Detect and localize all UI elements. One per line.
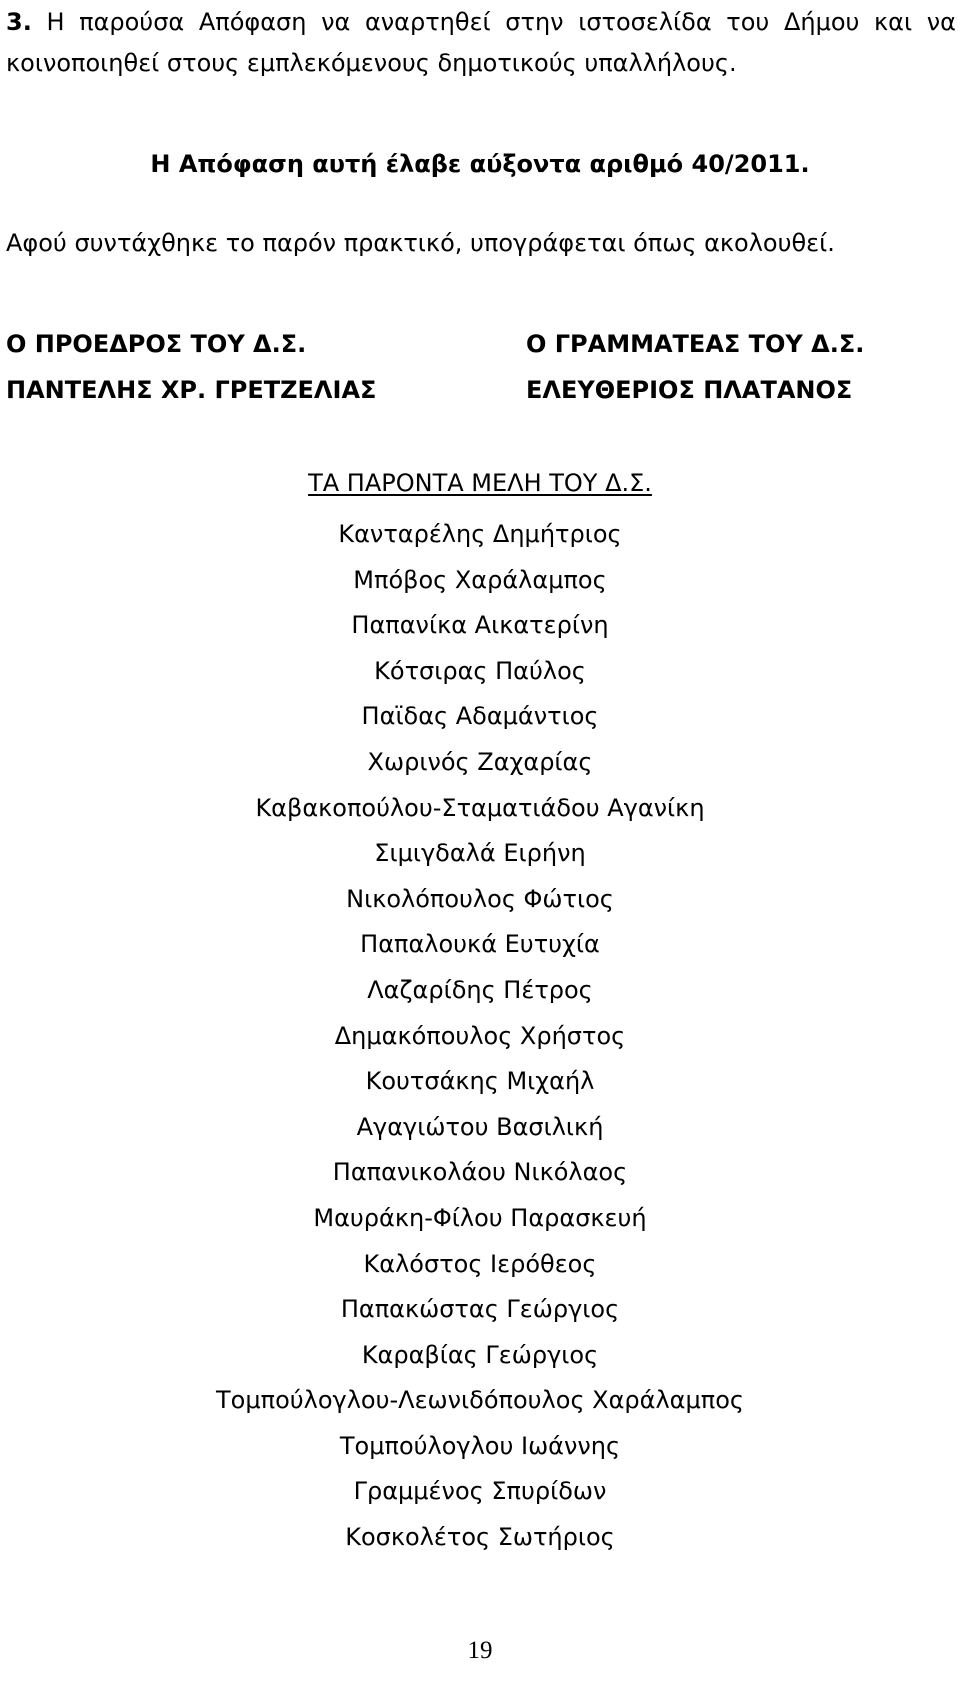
member-name: Γραμμένος Σπυρίδων <box>353 1477 607 1506</box>
member-name: Καβακοπούλου-Σταματιάδου Αγανίκη <box>255 793 705 822</box>
member-name: Λαζαρίδης Πέτρος <box>367 975 593 1004</box>
member-name: Παπανίκα Αικατερίνη <box>351 611 609 640</box>
item-3-first-line <box>6 2 956 43</box>
members-heading <box>0 465 960 501</box>
president-title: Ο ΠΡΟΕΔΡΟΣ ΤΟΥ Δ.Σ. <box>6 330 307 358</box>
member-name: Κότσιρας Παύλος <box>374 656 586 685</box>
member-name: Αγαγιώτου Βασιλική <box>356 1112 604 1141</box>
member-name: Μπόβος Χαράλαμπος <box>353 565 607 594</box>
member-name: Παϊδας Αδαμάντιος <box>361 702 599 731</box>
member-name: Καραβίας Γεώργιος <box>361 1340 599 1369</box>
member-name: Παπακώστας Γεώργιος <box>340 1295 620 1324</box>
page-number: 19 <box>467 1637 493 1664</box>
member-name: Παπαλουκά Ευτυχία <box>360 930 600 959</box>
member-name: Μαυράκη-Φίλου Παρασκευή <box>313 1203 647 1232</box>
member-name: Τομπούλογλου-Λεωνιδόπουλος Χαράλαμπος <box>216 1386 744 1415</box>
member-name: Τομπούλογλου Ιωάννης <box>339 1431 621 1460</box>
member-name: Κουτσάκης Μιχαήλ <box>365 1067 595 1096</box>
decision-number: Η Απόφαση αυτή έλαβε αύξοντα αριθμό 40/2011. <box>150 150 810 178</box>
member-name: Καλόστος Ιερόθεος <box>363 1249 597 1278</box>
member-name: Νικολόπουλος Φώτιος <box>346 884 614 913</box>
president-name: ΠΑΝΤΕΛΗΣ ΧΡ. ΓΡΕΤΖΕΛΙΑΣ <box>6 376 377 404</box>
item-3-number: 3. <box>6 8 32 36</box>
secretary-name: ΕΛΕΥΘΕΡΙΟΣ ΠΛΑΤΑΝΟΣ <box>526 376 853 404</box>
members-heading-text: ΤΑ ΠΑΡΟΝΤΑ ΜΕΛΗ ΤΟΥ Δ.Σ. <box>308 469 652 497</box>
member-name: Σιμιγδαλά Ειρήνη <box>374 839 586 868</box>
closing-statement: Αφού συντάχθηκε το παρόν πρακτικό, υπογράφεται όπως ακολουθεί. <box>6 229 835 257</box>
item-3-text-line1: Η παρούσα Απόφαση να αναρτηθεί στην ιστοσελίδα του Δήμου και να <box>46 8 956 36</box>
member-name: Δημακόπουλος Χρήστος <box>334 1021 626 1050</box>
secretary-title: Ο ΓΡΑΜΜΑΤΕΑΣ ΤΟΥ Δ.Σ. <box>526 330 865 358</box>
member-name: Κανταρέλης Δημήτριος <box>338 520 622 548</box>
members-list <box>0 512 960 1561</box>
member-name: Χωρινός Ζαχαρίας <box>367 747 593 776</box>
member-name: Κοσκολέτος Σωτήριος <box>345 1523 615 1552</box>
item-3-text-line2: κοινοποιηθεί στους εμπλεκόμενους δημοτικούς υπαλλήλους. <box>6 49 737 77</box>
member-name: Παπανικολάου Νικόλαος <box>332 1158 628 1187</box>
